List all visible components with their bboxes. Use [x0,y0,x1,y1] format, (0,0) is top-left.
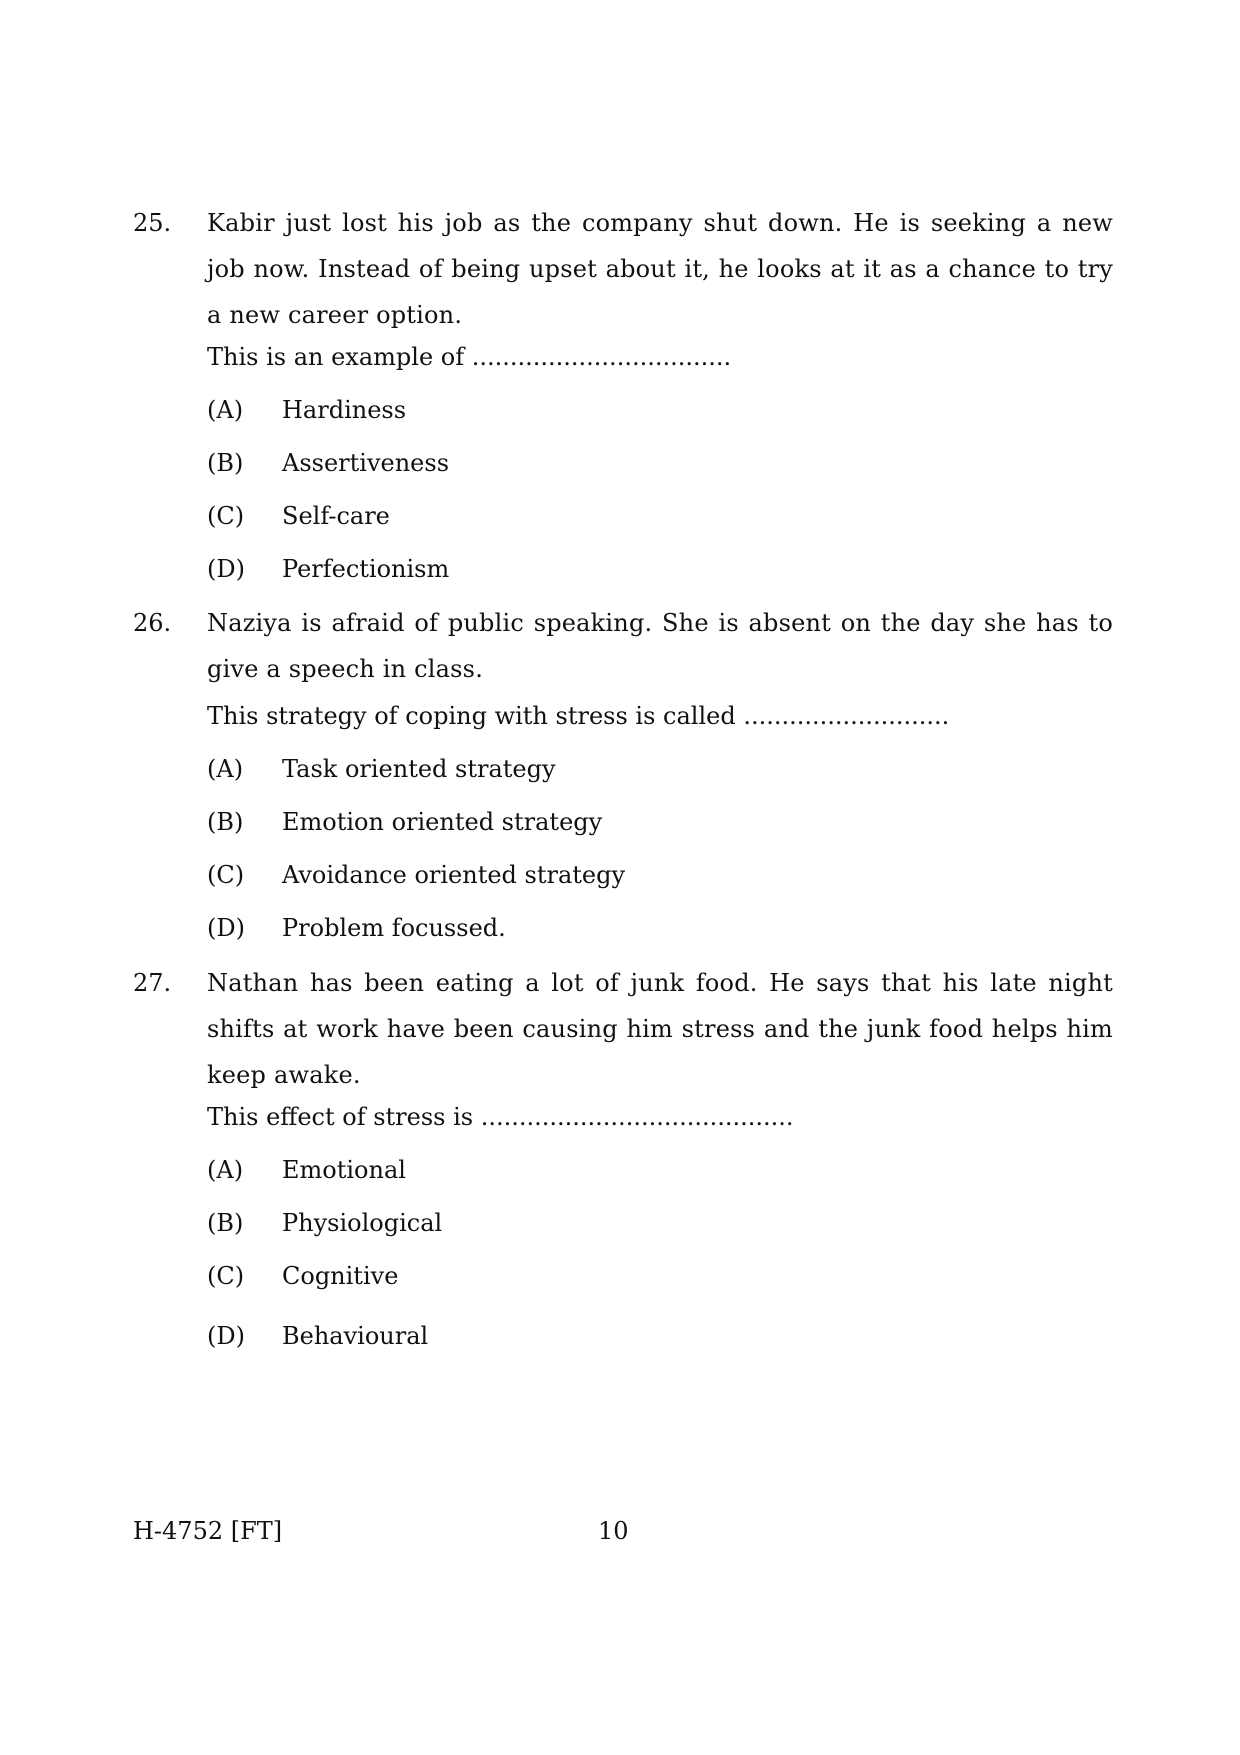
question-number: 25. [133,209,172,237]
question-stem: Nathan has been eating a lot of junk food. He says that his late night shifts at work have been causing him stress and the junk food helps him keep awake. [207,969,1113,1089]
option-letter: (A) [207,755,244,783]
option-letter: (B) [207,1209,244,1237]
option-text: Emotion oriented strategy [282,808,603,836]
option-text: Task oriented strategy [282,755,556,783]
option-letter: (B) [207,808,244,836]
option-d[interactable] [207,1313,428,1359]
option-b[interactable] [207,799,602,845]
question-prompt: This strategy of coping with stress is called ........................... [207,702,950,730]
option-text: Problem focussed. [282,914,506,942]
option-c[interactable] [207,1253,398,1299]
option-letter: (D) [207,555,245,583]
option-letter: (C) [207,1262,245,1290]
option-letter: (D) [207,914,245,942]
question-stem: Kabir just lost his job as the company shut down. He is seeking a new job now. Instead of being upset about it, he looks at it as a chance to try a new career option. [207,209,1113,329]
question-stem: Naziya is afraid of public speaking. She is absent on the day she has to give a speech in class. [207,609,1113,683]
option-text: Behavioural [282,1322,429,1350]
option-text: Perfectionism [282,555,450,583]
option-text: Self-care [282,502,390,530]
option-text: Cognitive [282,1262,399,1290]
option-c[interactable] [207,493,390,539]
option-d[interactable] [207,546,449,592]
option-letter: (C) [207,861,245,889]
option-text: Assertiveness [282,449,450,477]
option-letter: (B) [207,449,244,477]
option-text: Avoidance oriented strategy [282,861,626,889]
option-a[interactable] [207,746,556,792]
option-text: Physiological [282,1209,443,1237]
paper-code: H-4752 [FT] [133,1517,283,1545]
option-b[interactable] [207,1200,442,1246]
option-letter: (C) [207,502,245,530]
option-letter: (A) [207,396,244,424]
question-prompt: This effect of stress is ......................................... [207,1103,794,1131]
option-a[interactable] [207,387,406,433]
option-letter: (A) [207,1156,244,1184]
page-number: 10 [598,1517,629,1545]
option-text: Emotional [282,1156,406,1184]
question-number: 27. [133,969,172,997]
option-c[interactable] [207,852,625,898]
option-d[interactable] [207,905,506,951]
option-b[interactable] [207,440,449,486]
option-a[interactable] [207,1147,406,1193]
option-letter: (D) [207,1322,245,1350]
question-prompt: This is an example of .................................. [207,343,732,371]
question-number: 26. [133,609,172,637]
option-text: Hardiness [282,396,407,424]
